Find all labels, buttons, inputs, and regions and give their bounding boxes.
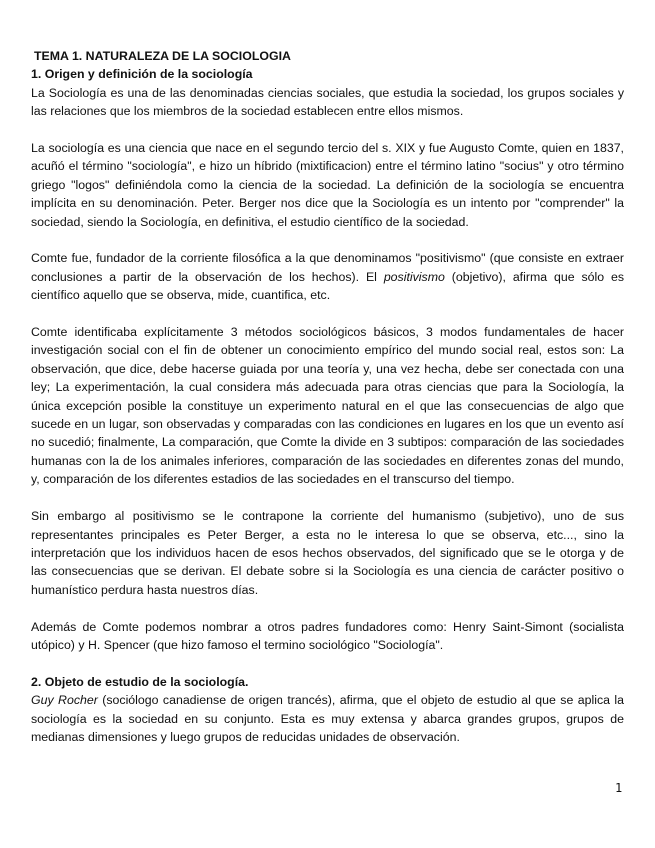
section-1-paragraph-1: La Sociología es una de las denominadas ciencias sociales, que estudia la sociedad, los grupos sociales y las relaciones que los miembros de la sociedad establecen entre ellos mismos. [31, 85, 624, 119]
page-number: 1 [615, 781, 623, 795]
section-1-paragraph-2: La sociología es una ciencia que nace en el segundo tercio del s. XIX y fue Augusto Comte, quien en 1837, acuñó el término "sociología", e hizo un híbrido (mixtificacion) entre el término latino "socius" y otro término griego "logos" definiéndola como la ciencia de la sociedad. La definición de la sociología se encuentra implícita en su denominación. Peter. Berger nos dice que la Sociología es un intento por "comprender" la sociedad, siendo la Sociología, en definitiva, el estudio científico de la sociedad. [31, 141, 624, 229]
positivismo-emphasis: positivismo [383, 269, 445, 284]
section-1-paragraph-3 [31, 249, 624, 304]
section-2-paragraph-1 [31, 691, 624, 746]
section-2-paragraph-1-text: (sociólogo canadiense de origen trancés), afirma, que el objeto de estudio al que se aplica la sociología es la sociedad en su conjunto. Esta es muy extensa y abarca grandes grupos, grupos de medianas dimensiones y luego grupos de reducidas unidades de observación. [31, 693, 624, 744]
section-1-heading: 1. Origen y definición de la sociología [31, 67, 253, 82]
section-1-paragraph-6: Además de Comte podemos nombrar a otros padres fundadores como: Henry Saint-Simont (socialista utópico) y H. Spencer (que hizo famoso el termino sociológico "Sociología". [31, 619, 624, 652]
section-1-paragraph-5: Sin embargo al positivismo se le contrapone la corriente del humanismo (subjetivo), uno de sus representantes principales es Peter Berger, a esta no le interesa lo que se observa, etc..., sino la interpretación que los individuos hacen de esos hechos observados, del significado que se le otorga y de las consecuencias que se derivan. El debate sobre si la Sociología es una ciencia de carácter positivo o humanístico perdura hasta nuestros días. [31, 509, 624, 597]
paragraph-3-text-end: (objetivo), afirma que sólo es científico aquello que se observa, mide, cuantifica, etc. [31, 269, 625, 303]
section-1-paragraph-4: Comte identificaba explícitamente 3 métodos sociológicos básicos, 3 modos fundamentales de hacer investigación social con el fin de obtener un conocimiento empírico del mundo social real, estos son: La observación, que dice, debe hacerse guiada por una teoría y, una vez hecha, debe ser conectada con una ley; La experimentación, la cual considera más adecuada para otras ciencias que para la Sociología, la única excepción posible la constituye un experimento natural en el que las consecuencias de algo que sucede en un lugar, son observadas y comparadas con las condiciones en lugares en los que un evento así no sucedió; finalmente, La comparación, que Comte la divide en 3 subtipos: comparación de las sociedades humanas con la de los animales inferiores, comparación de las sociedades en diferentes zonas del mundo, y, comparación de los diferentes estadios de las sociedades en el transcurso del tiempo. [31, 325, 624, 487]
document-page [31, 47, 624, 746]
guy-rocher-emphasis: Guy Rocher [31, 693, 98, 708]
section-2-heading: 2. Objeto de estudio de la sociología. [31, 674, 249, 689]
paragraph-3-text-start: Comte fue, fundador de la corriente filosófica a la que denominamos "positivismo" (que consiste en extraer conclusiones a partir de la observación de los hechos). El [31, 251, 624, 284]
document-title: TEMA 1. NATURALEZA DE LA SOCIOLOGIA [34, 49, 291, 63]
